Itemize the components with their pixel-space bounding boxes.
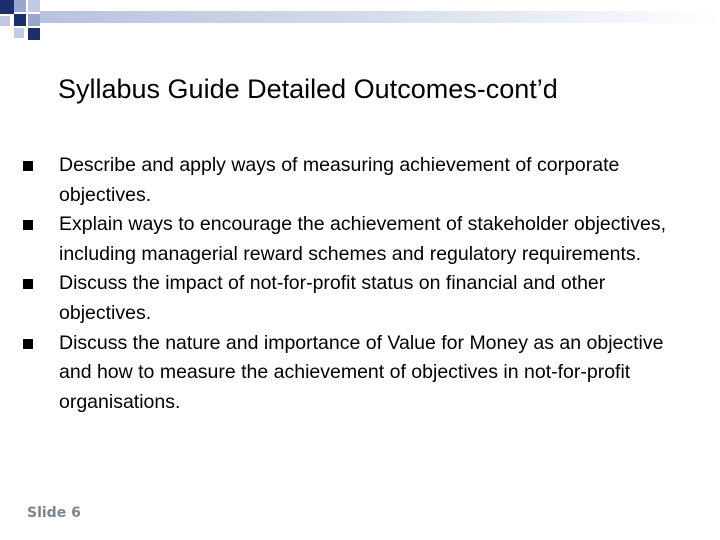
square-bullet-icon: [23, 339, 33, 349]
bullet-text: Explain ways to encourage the achievement of stakeholder objectives, including managerial reward schemes and regulatory requirements.: [59, 213, 667, 265]
square-bullet-icon: [23, 220, 33, 230]
slide-number: Slide 6: [27, 505, 81, 521]
square-bullet-icon: [23, 279, 33, 289]
header-decoration: [0, 0, 720, 48]
bullet-item: [22, 329, 692, 418]
slide-title: Syllabus Guide Detailed Outcomes-cont’d: [58, 74, 558, 104]
bullet-item: [22, 151, 692, 210]
bullet-item: [22, 210, 692, 269]
bullet-text: Describe and apply ways of measuring achievement of corporate objectives.: [59, 154, 620, 206]
square-bullet-icon: [23, 161, 33, 171]
bullet-item: [22, 269, 692, 328]
bullet-text: Discuss the impact of not-for-profit status on financial and other objectives.: [59, 272, 606, 324]
bullet-list: [22, 151, 692, 417]
bullet-text: Discuss the nature and importance of Value for Money as an objective and how to measure the achievement of objectives in not-for-profit organisations.: [59, 331, 664, 413]
